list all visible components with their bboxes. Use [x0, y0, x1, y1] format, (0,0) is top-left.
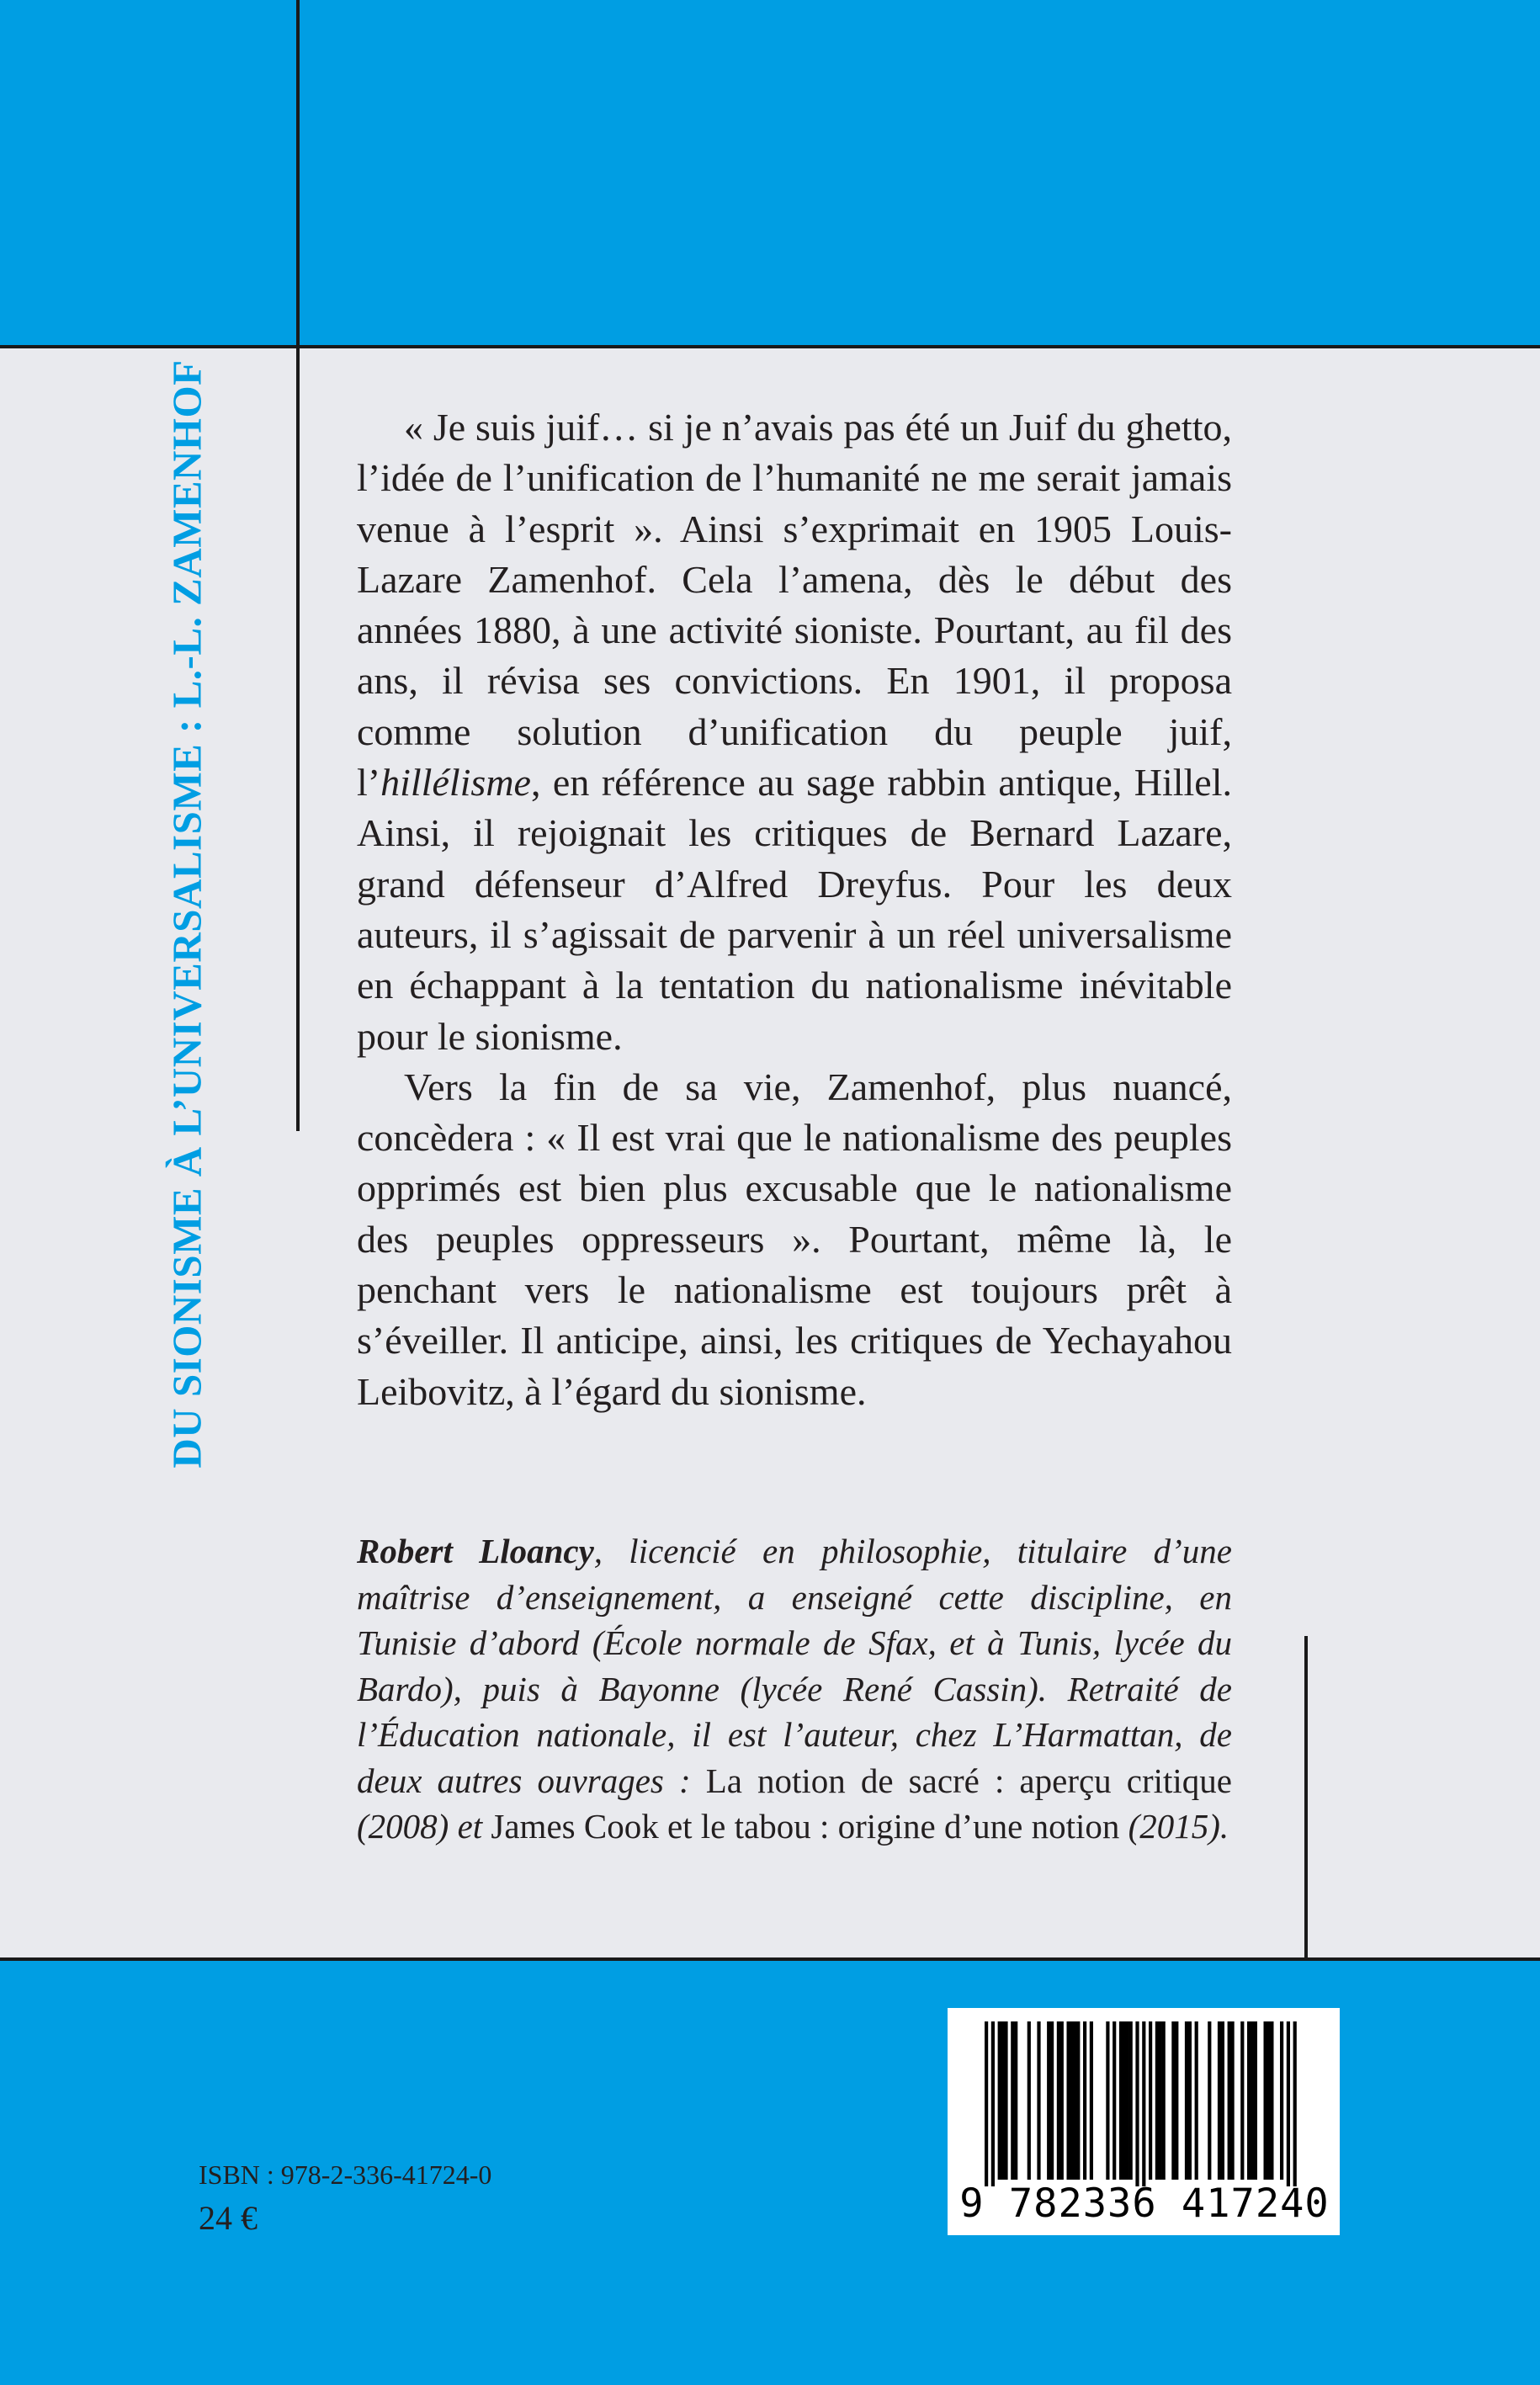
barcode-bar	[1149, 2021, 1152, 2180]
blurb-p1-italic: hillélisme	[380, 761, 531, 805]
bio-conjunction: et	[457, 1807, 483, 1846]
barcode-bar	[1188, 2021, 1192, 2180]
barcode-bar	[1004, 2021, 1007, 2180]
barcode-bar	[991, 2021, 995, 2186]
barcode	[948, 2008, 1340, 2235]
barcode-bar	[1057, 2021, 1060, 2180]
barcode-bar	[1264, 2021, 1267, 2180]
book-title-1: La notion de sacré : aperçu critique	[705, 1761, 1232, 1800]
book-year-2: (2015).	[1119, 1807, 1229, 1846]
author-name: Robert Lloancy	[357, 1532, 594, 1570]
barcode-bar	[1083, 2021, 1086, 2180]
barcode-bar	[1267, 2021, 1270, 2180]
barcode-bar	[1287, 2021, 1290, 2186]
barcode-bar	[1028, 2021, 1031, 2180]
spine-title: DU SIONISME À L’UNIVERSALISME : L.-L. ZAMENHOF	[163, 359, 210, 1469]
bio-text: , licencié en philosophie, titulaire d’une maîtrise d’enseignement, a enseigné cette discipline, en Tunisie d’abord (École normale de Sfax, et à Tunis, lycée du Bardo), puis à Bayonne (lycée René Cassin). Retraité de l’Éducation nationale, il est l’auteur, chez L’Harmattan, de deux autres ouvrages :	[357, 1532, 1232, 1800]
barcode-bar	[1060, 2021, 1064, 2180]
bottom-band-border	[0, 1957, 1540, 1961]
barcode-bar	[1067, 2021, 1070, 2180]
price-label: 24 €	[199, 2199, 258, 2237]
spine-rule	[296, 0, 300, 1131]
barcode-bar	[1047, 2021, 1050, 2180]
barcode-bar	[1070, 2021, 1073, 2180]
barcode-bar	[1076, 2021, 1080, 2180]
top-band-border	[0, 345, 1540, 348]
author-bio	[357, 1528, 1232, 1850]
barcode-bar	[1090, 2021, 1093, 2180]
book-title-2: James Cook et le tabou : origine d’une notion	[482, 1807, 1120, 1846]
barcode-bar	[1119, 2021, 1123, 2180]
barcode-bar	[1247, 2021, 1251, 2180]
blurb-paragraph-1	[357, 402, 1232, 1062]
barcode-bar	[1270, 2021, 1273, 2180]
barcode-bar	[1293, 2021, 1297, 2186]
barcode-bar	[1228, 2021, 1231, 2180]
isbn-label: ISBN : 978-2-336-41724-0	[199, 2159, 492, 2190]
barcode-bar	[1050, 2021, 1054, 2180]
barcode-digits: 9 782336 417240	[959, 2180, 1330, 2227]
barcode-bar	[1073, 2021, 1076, 2180]
barcode-bar	[1155, 2021, 1159, 2180]
blurb-p1-end: , en référence au sage rabbin antique, Hillel. Ainsi, il rejoignait les critiques de Bernard Lazare, grand défenseur d’Alfred Dreyfus. Pour les deux auteurs, il s’agissait de parvenir à un réel universalisme en échappant à la tentation du nationalisme inévitable pour le sionisme.	[357, 761, 1232, 1058]
barcode-bar	[1171, 2021, 1175, 2180]
barcode-bar	[1251, 2021, 1254, 2180]
barcode-bar	[1280, 2021, 1283, 2180]
blurb-p1-start: « Je suis juif… si je n’avais pas été un Juif du ghetto, l’idée de l’unification de l’humanité ne me serait jamais venue à l’esprit ». Ainsi s’exprimait en 1905 Louis-Lazare Zamenhof. Cela l’amena, dès le début des années 1880, à une activité sioniste. Pourtant, au fil des ans, il révisa ses convictions. En 1901, il proposa comme solution d’unification du peuple juif, l’	[357, 406, 1232, 805]
barcode-bar	[1240, 2021, 1244, 2180]
barcode-bar	[1195, 2021, 1198, 2180]
barcode-bar	[1231, 2021, 1235, 2180]
barcode-bar	[1221, 2021, 1224, 2180]
barcode-bar	[1254, 2021, 1257, 2180]
barcode-bar	[1001, 2021, 1005, 2180]
barcode-bar	[1011, 2021, 1014, 2180]
barcode-bar	[1208, 2021, 1211, 2180]
barcode-bar	[985, 2021, 988, 2186]
barcode-bar	[1123, 2021, 1126, 2180]
barcode-bar	[1162, 2021, 1166, 2180]
barcode-bar	[1175, 2021, 1178, 2180]
barcode-bar	[1014, 2021, 1017, 2180]
barcode-bar	[1106, 2021, 1109, 2180]
book-year-1: (2008)	[357, 1807, 458, 1846]
barcode-bar	[1159, 2021, 1162, 2180]
barcode-bar	[1142, 2021, 1145, 2186]
barcode-bar	[1037, 2021, 1040, 2180]
barcode-bar	[1126, 2021, 1129, 2180]
barcode-bar	[1185, 2021, 1188, 2180]
barcode-bar	[998, 2021, 1001, 2180]
blurb-text	[357, 402, 1232, 1417]
bio-rule	[1304, 1636, 1308, 1961]
blurb-paragraph-2: Vers la fin de sa vie, Zamenhof, plus nuancé, concèdera : « Il est vrai que le nationalisme des peuples opprimés est bien plus excusable que le nationalisme des peuples oppresseurs ». Pourtant, même là, le penchant vers le nationalisme est toujours prêt à s’éveiller. Il anticipe, ainsi, les critiques de Yechayahou Leibovitz, à l’égard du sionisme.	[357, 1065, 1232, 1413]
barcode-bar	[1218, 2021, 1221, 2180]
barcode-bar	[1129, 2021, 1133, 2180]
top-color-band	[0, 0, 1540, 347]
barcode-bar	[1135, 2021, 1139, 2186]
barcode-bar	[1113, 2021, 1116, 2180]
